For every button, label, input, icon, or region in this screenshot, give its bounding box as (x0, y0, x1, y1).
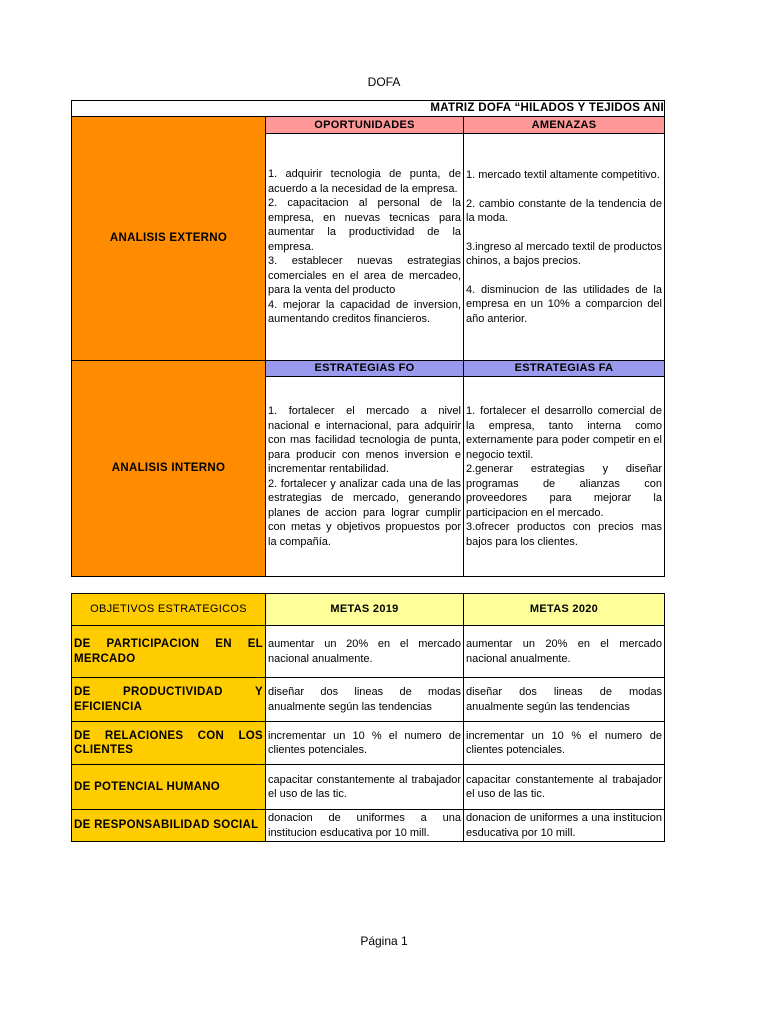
meta-2020-cell: donacion de uniformes a una institucion esducativa por 10 mill. (464, 810, 665, 842)
amenazas-cell (464, 134, 665, 361)
amenaza-item: 2. cambio constante de la tendencia de la moda. (466, 197, 662, 224)
amenaza-item: 1. mercado textil altamente competitivo. (466, 169, 660, 181)
table-row (72, 765, 665, 810)
dofa-matrix-table (71, 100, 665, 577)
meta-2020-cell: aumentar un 20% en el mercado nacional anualmente. (464, 626, 665, 678)
estrategias-fa-cell (464, 377, 665, 577)
estrategia-fa-item: 1. fortalecer el desarrollo comercial de la empresa, tanto interna como externamente para poder competir en el negocio textil. (466, 405, 662, 461)
estrategia-fo-item: 2. fortalecer y analizar cada una de las estrategias de mercado, generando planes de accion para lograr cumplir con metas y objetivos propuestos por la compañía. (268, 477, 461, 548)
amenaza-item: 4. disminucion de las utilidades de la empresa en un 10% a comparcion del año anterior. (466, 283, 662, 325)
meta-2019-cell: incrementar un 10 % el numero de clientes potenciales. (266, 722, 464, 765)
oportunidades-header: OPORTUNIDADES (266, 117, 464, 134)
objetivo-cell: DE RELACIONES CON LOS CLIENTES (72, 722, 266, 765)
table-row (72, 626, 665, 678)
amenaza-item: 3.ingreso al mercado textil de productos chinos, a bajos precios. (466, 240, 662, 267)
meta-2019-cell: donacion de uniformes a una institucion esducativa por 10 mill. (266, 810, 464, 842)
objetivo-cell: DE RESPONSABILIDAD SOCIAL (72, 810, 266, 842)
oportunidades-cell (266, 134, 464, 361)
objetivo-cell: DE PRODUCTIVIDAD Y EFICIENCIA (72, 678, 266, 722)
objetivo-cell: DE PARTICIPACION EN EL MERCADO (72, 626, 266, 678)
analisis-externo-label: ANALISIS EXTERNO (72, 117, 266, 361)
amenazas-header: AMENAZAS (464, 117, 665, 134)
estrategias-fa-header: ESTRATEGIAS FA (464, 361, 665, 377)
estrategia-fo-item: 1. fortalecer el mercado a nivel nacional e internacional, para adquirir con mas facilidad tecnologia de punta, para producir con menos inversion e incrementar rentabilidad. (268, 405, 461, 475)
meta-2019-cell: capacitar constantemente al trabajador el uso de las tic. (266, 765, 464, 810)
meta-2020-cell: incrementar un 10 % el numero de clientes potenciales. (464, 722, 665, 765)
analisis-interno-label: ANALISIS INTERNO (72, 361, 266, 577)
meta-2019-cell: aumentar un 20% en el mercado nacional anualmente. (266, 626, 464, 678)
table-row (72, 722, 665, 765)
estrategia-fa-item: 2.generar estrategias y diseñar programas de alianzas con proveedores para mejorar la participacion en el mercado. (466, 463, 662, 519)
meta-2020-cell: diseñar dos lineas de modas anualmente según las tendencias (464, 678, 665, 722)
col-2019-header: METAS 2019 (266, 594, 464, 626)
objetivo-cell: DE POTENCIAL HUMANO (72, 765, 266, 810)
meta-2020-cell: capacitar constantemente al trabajador el uso de las tic. (464, 765, 665, 810)
objetivos-table (71, 593, 665, 842)
oportunidad-item: 4. mejorar la capacidad de inversion, aumentando creditos financieros. (268, 298, 461, 326)
estrategia-fa-item: 3.ofrecer productos con precios mas bajos para los clientes. (466, 521, 662, 548)
oportunidad-item: 2. capacitacion al personal de la empresa, en nuevas tecnicas para aumentar la productividad de la empresa. (268, 197, 461, 253)
col-2020-header: METAS 2020 (464, 594, 665, 626)
estrategias-fo-header: ESTRATEGIAS FO (266, 361, 464, 377)
table-row (72, 678, 665, 722)
matrix-title: MATRIZ DOFA “HILADOS Y TEJIDOS ANI (72, 101, 665, 117)
oportunidad-item: 3. establecer nuevas estrategias comerciales en el area de mercadeo, para la venta del producto (268, 255, 461, 297)
oportunidad-item: 1. adquirir tecnologia de punta, de acuerdo a la necesidad de la empresa. (268, 168, 461, 195)
page-footer: Página 1 (360, 934, 408, 948)
col-objetivos-header: OBJETIVOS ESTRATEGICOS (72, 594, 266, 626)
meta-2019-cell: diseñar dos lineas de modas anualmente según las tendencias (266, 678, 464, 722)
page-header: DOFA (367, 75, 401, 89)
table-row (72, 810, 665, 842)
estrategias-fo-cell (266, 377, 464, 577)
